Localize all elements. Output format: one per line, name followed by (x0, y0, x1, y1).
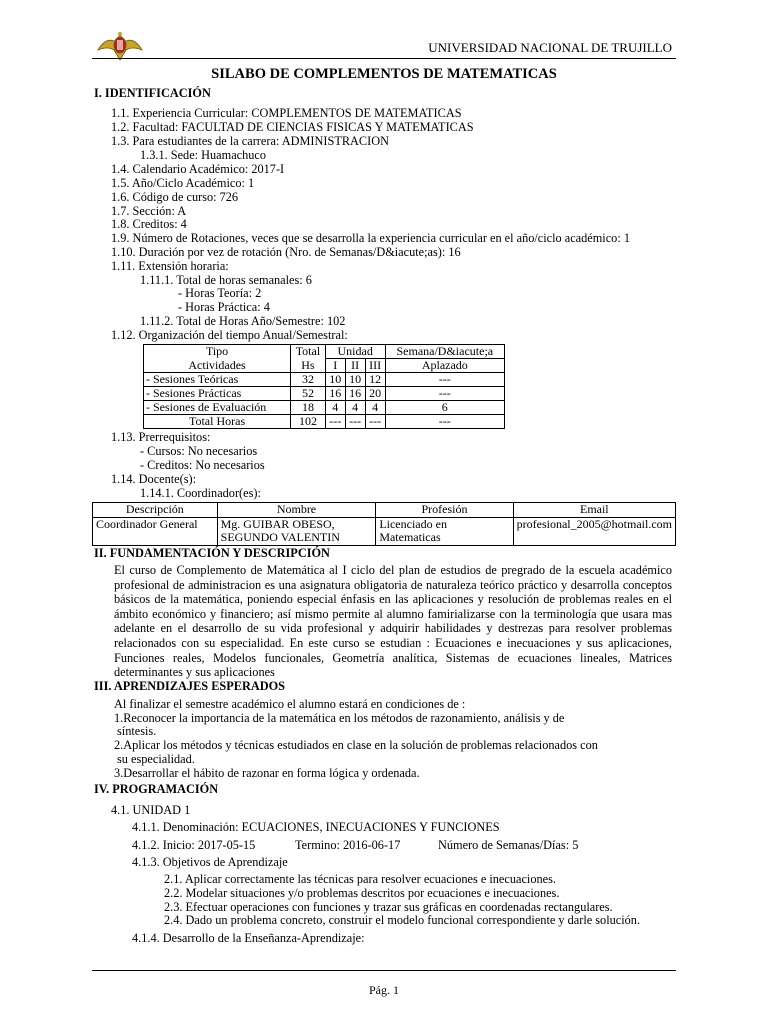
item-carrera: 1.3. Para estudiantes de la carrera: ADMINISTRACION (111, 134, 389, 148)
aprendizajes-intro: Al finalizar el semestre académico el alumno estará en condiciones de : (114, 697, 466, 711)
th-profesion: Profesión (376, 503, 513, 518)
th-actividades: Actividades (144, 359, 291, 373)
objetivo-1: 2.1. Aplicar correctamente las técnicas para resolver ecuaciones e inecuaciones. (164, 872, 556, 886)
th-email: Email (513, 503, 675, 518)
item-creditos-prereq: - Creditos: No necesarios (140, 458, 265, 472)
th-unit-i: I (325, 359, 345, 373)
table-row (144, 401, 505, 415)
nombre-line-2: SEGUNDO VALENTIN (220, 530, 340, 544)
cell-unit-ii: --- (345, 415, 365, 429)
cell-unit-iii: 12 (365, 373, 385, 387)
cell-unit-i: --- (325, 415, 345, 429)
cell-unit-iii: 4 (365, 401, 385, 415)
item-seccion: 1.7. Sección: A (111, 204, 187, 218)
unidad-termino: Termino: 2016-06-17 (295, 838, 401, 852)
item-calendario: 1.4. Calendario Académico: 2017-I (111, 162, 285, 176)
th-total: Total (291, 345, 326, 359)
table-row (144, 373, 505, 387)
cell-activity: - Sesiones Teóricas (144, 373, 291, 387)
table-row (144, 415, 505, 429)
unidad-denominacion: 4.1.1. Denominación: ECUACIONES, INECUACIONES Y FUNCIONES (132, 820, 500, 834)
th-aplazado: Aplazado (385, 359, 504, 373)
cell-activity: - Sesiones de Evaluación (144, 401, 291, 415)
item-horas-teoria: - Horas Teoría: 2 (178, 286, 262, 300)
cell-unit-i: 4 (325, 401, 345, 415)
th-tipo: Tipo (144, 345, 291, 359)
objetivo-3: 2.3. Efectuar operaciones con funciones y trazar sus gráficas en coordenadas rectangulares. (164, 900, 613, 914)
cell-nombre (217, 517, 376, 545)
profesion-line-1: Licenciado en (379, 516, 447, 531)
fundamentacion-paragraph: El curso de Complemento de Matemática al I ciclo del plan de estudios de pregrado de la escuela académico profesional de administracion es una asignatura obligatoria de naturaleza teórico práctico y desarrolla conceptos básicos de la matemática, poniendo especial énfasis en las aplicaciones y resolución de problemas reales en el ámbito económico y financiero; así mismo permite al alumno famirializarse con la terminología que usara mas adelante en el desarrollo de su vida profesional y adquirir habilidades y destrezas para resolver problemas relacionados con su especialidad. En este curso se estudian : Ecuaciones e inecuaciones y sus aplicaciones, Funciones reales, Modelos funcionales, Geometría analítica, Sistemas de ecuaciones lineales, Matrices determinantes y sus aplicaciones (114, 563, 672, 680)
table-row (93, 517, 676, 545)
cell-total: 32 (291, 373, 326, 387)
cell-unit-ii: 10 (345, 373, 365, 387)
section-heading-programacion: IV. PROGRAMACIÓN (94, 782, 219, 796)
cell-activity: - Sesiones Prácticas (144, 387, 291, 401)
cell-profesion (376, 517, 513, 545)
cell-unit-ii: 4 (345, 401, 365, 415)
th-semana-dia: Semana/D&iacute;a (385, 345, 504, 359)
unidad-objetivos: 4.1.3. Objetivos de Aprendizaje (132, 855, 288, 869)
footer-rule (92, 970, 676, 971)
item-coordinadores: 1.14.1. Coordinador(es): (140, 486, 261, 500)
objetivo-4: 2.4. Dado un problema concreto, construir el modelo funcional correspondiente y darle solución. (164, 913, 641, 927)
unidad-semanas: Número de Semanas/Días: 5 (438, 838, 579, 852)
cell-activity: Total Horas (144, 415, 291, 429)
docentes-table (92, 502, 676, 546)
cell-total: 18 (291, 401, 326, 415)
item-organizacion: 1.12. Organización del tiempo Anual/Semestral: (111, 328, 348, 342)
nombre-line-1: Mg. GUIBAR OBESO, (220, 516, 335, 531)
th-unidad: Unidad (325, 345, 385, 359)
aprendizaje-2-cont: su especialidad. (117, 752, 195, 766)
th-descripcion: Descripción (93, 503, 218, 518)
section-heading-fundamentacion: II. FUNDAMENTACIÓN Y DESCRIPCIÓN (94, 546, 330, 560)
item-docentes: 1.14. Docente(s): (111, 472, 197, 486)
university-name: UNIVERSIDAD NACIONAL DE TRUJILLO (428, 40, 672, 55)
section-heading-identificacion: I. IDENTIFICACIÓN (94, 86, 211, 100)
item-horas-practica: - Horas Práctica: 4 (178, 300, 270, 314)
item-extension-horaria: 1.11. Extensión horaria: (111, 259, 229, 273)
cell-total: 102 (291, 415, 326, 429)
section-heading-aprendizajes: III. APRENDIZAJES ESPERADOS (94, 679, 285, 693)
th-hs: Hs (291, 359, 326, 373)
item-sede: 1.3.1. Sede: Huamachuco (140, 148, 267, 162)
item-rotaciones: 1.9. Número de Rotaciones, veces que se desarrolla la experiencia curricular en el año/ciclo académico: 1 (111, 231, 630, 245)
objetivo-2: 2.2. Modelar situaciones y/o problemas descritos por ecuaciones e inecuaciones. (164, 886, 560, 900)
item-cursos: - Cursos: No necesarios (140, 444, 258, 458)
cell-aplazado: --- (385, 415, 504, 429)
aprendizaje-2: 2.Aplicar los métodos y técnicas estudiados en clase en la solución de problemas relacionados con (114, 738, 598, 752)
th-unit-ii: II (345, 359, 365, 373)
cell-aplazado: --- (385, 373, 504, 387)
table-row (144, 387, 505, 401)
cell-total: 52 (291, 387, 326, 401)
unidad-1: 4.1. UNIDAD 1 (111, 803, 191, 817)
time-organization-table (143, 344, 505, 429)
item-prerrequisitos: 1.13. Prerrequisitos: (111, 430, 211, 444)
item-codigo: 1.6. Código de curso: 726 (111, 190, 239, 204)
aprendizaje-1-cont: síntesis. (117, 724, 157, 738)
cell-unit-i: 16 (325, 387, 345, 401)
item-facultad: 1.2. Facultad: FACULTAD DE CIENCIAS FISICAS Y MATEMATICAS (111, 120, 474, 134)
unidad-desarrollo: 4.1.4. Desarrollo de la Enseñanza-Aprendizaje: (132, 931, 365, 945)
cell-aplazado: 6 (385, 401, 504, 415)
cell-descripcion: Coordinador General (93, 517, 218, 545)
cell-unit-iii: 20 (365, 387, 385, 401)
cell-unit-ii: 16 (345, 387, 365, 401)
aprendizaje-1: 1.Reconocer la importancia de la matemática en los métodos de razonamiento, análisis y de (114, 711, 565, 725)
cell-unit-iii: --- (365, 415, 385, 429)
unidad-inicio: 4.1.2. Inicio: 2017-05-15 (132, 838, 256, 852)
cell-aplazado: --- (385, 387, 504, 401)
th-nombre: Nombre (217, 503, 376, 518)
item-duracion: 1.10. Duración por vez de rotación (Nro. de Semanas/D&iacute;as): 16 (111, 245, 461, 259)
profesion-line-2: Matematicas (379, 530, 441, 544)
item-experiencia-curricular: 1.1. Experiencia Curricular: COMPLEMENTOS DE MATEMATICAS (111, 106, 462, 120)
item-total-horas: 1.11.2. Total de Horas Año/Semestre: 102 (140, 314, 346, 328)
item-creditos: 1.8. Creditos: 4 (111, 217, 187, 231)
cell-unit-i: 10 (325, 373, 345, 387)
page-number: Pág. 1 (369, 983, 399, 997)
document-title: SILABO DE COMPLEMENTOS DE MATEMATICAS (211, 66, 557, 82)
th-unit-iii: III (365, 359, 385, 373)
item-horas-semanales: 1.11.1. Total de horas semanales: 6 (140, 273, 312, 287)
aprendizaje-3: 3.Desarrollar el hábito de razonar en forma lógica y ordenada. (114, 766, 420, 780)
header-rule (92, 58, 676, 59)
item-ciclo: 1.5. Año/Ciclo Académico: 1 (111, 176, 255, 190)
cell-email: profesional_2005@hotmail.com (513, 517, 675, 545)
